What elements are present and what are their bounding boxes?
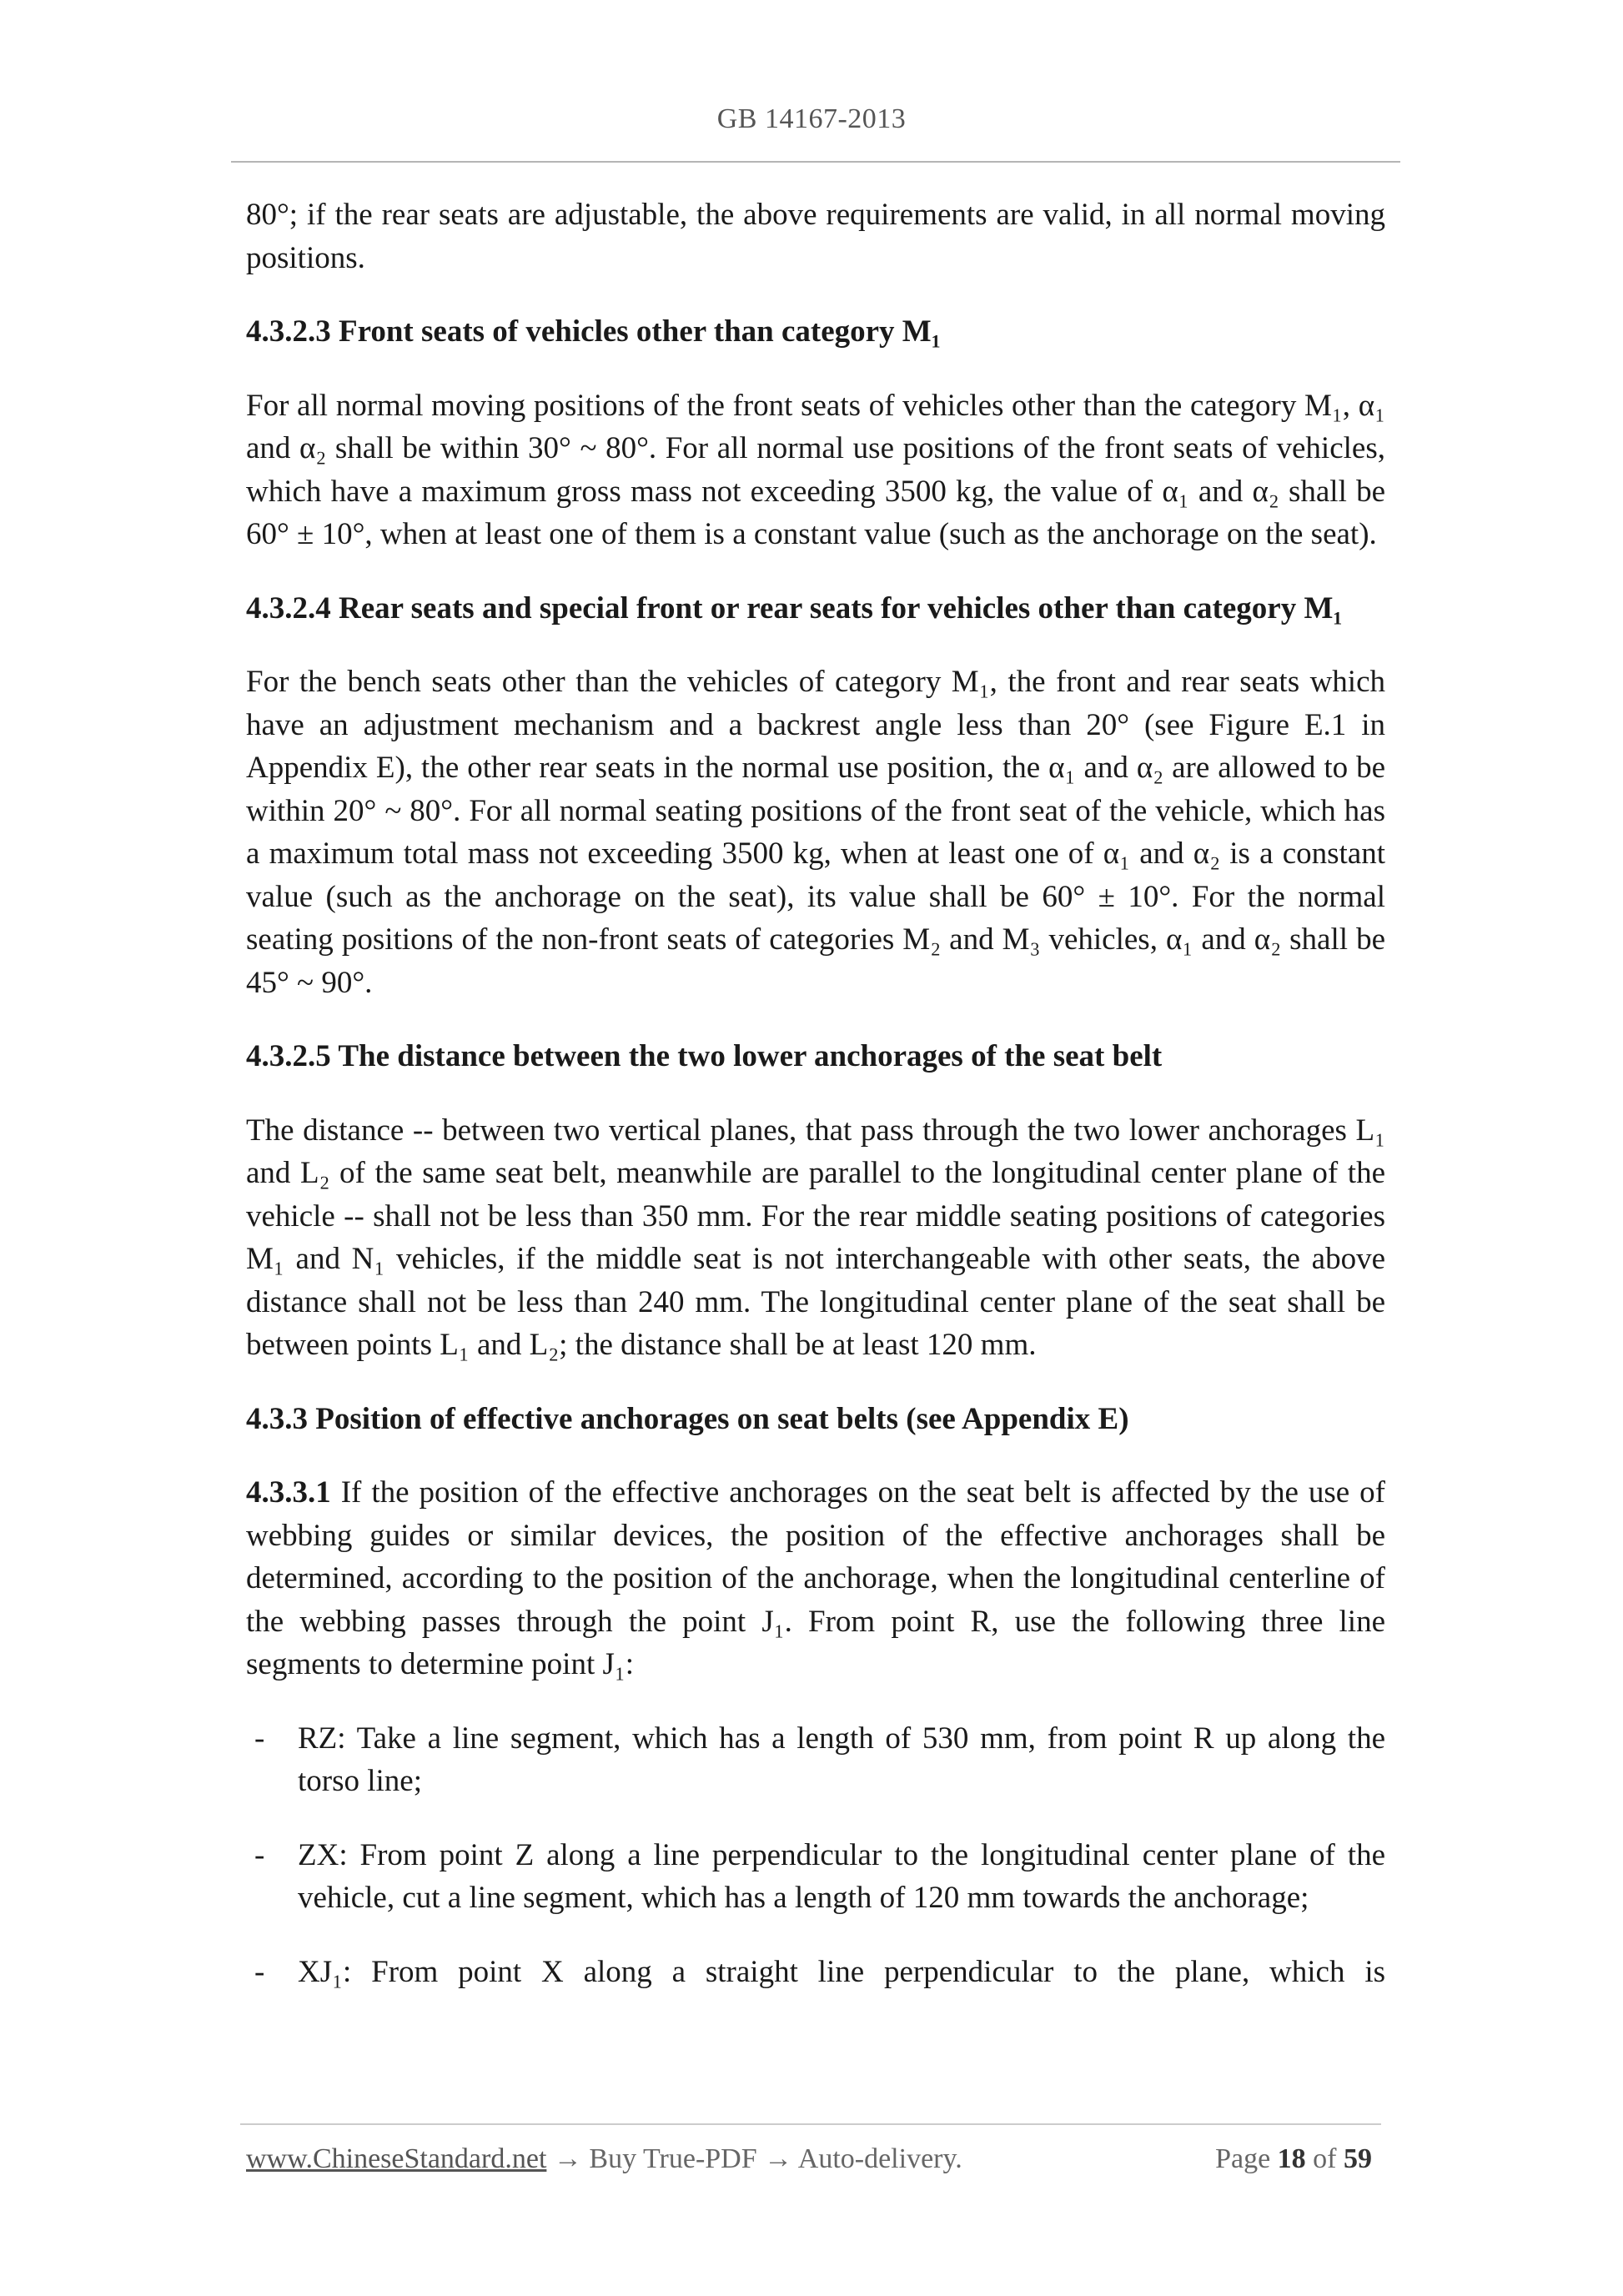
footer-site-link[interactable]: www.ChineseStandard.net xyxy=(246,2143,547,2174)
section-text-4-3-2-5: The distance -- between two vertical planes, that pass through the two lower anchorages L₁ and L₂ of the same seat belt, meanwhile are parallel to the longitudinal center plane of the vehicle -- shall not be less than 350 mm. For the rear middle seating positions of categories M₁ and N₁ vehicles, if the middle seat is not interchangeable with other seats, the above distance shall not be less than 240 mm. The longitudinal center plane of the seat shall be between points L₁ and L₂; the distance shall be at least 120 mm. xyxy=(246,1113,1385,1362)
page-header-title: GB 14167-2013 xyxy=(716,103,907,134)
intro-paragraph: 80°; if the rear seats are adjustable, the above requirements are valid, in all normal moving positions. xyxy=(246,198,1385,275)
header-divider xyxy=(231,161,1400,163)
section-text-4-3-2-3: For all normal moving positions of the front seats of vehicles other than the category M₁, α₁ and α₂ shall be within 30° ~ 80°. For all normal use positions of the front seats of vehicles, which have a maximum gross mass not exceeding 3500 kg, the value of α₁ and α₂ shall be 60° ± 10°, when at least one of them is a constant value (such as the anchorage on the seat). xyxy=(246,388,1385,551)
of-label: of xyxy=(1313,2143,1337,2174)
section-text-4-3-2-4: For the bench seats other than the vehicles of category M₁, the front and rear seats which have an adjustment mechanism and a backrest angle less than 20° (see Figure E.1 in Appendix E), the other rear seats in the normal use position, the α₁ and α₂ are allowed to be within 20° ~ 80°. For all normal seating positions of the front seat of the vehicle, which has a maximum total mass not exceeding 3500 kg, when at least one of α₁ and α₂ is a constant value (such as the anchorage on the seat), its value shall be 60° ± 10°. For the normal seating positions of the non-front seats of categories M₂ and M₃ vehicles, α₁ and α₂ shall be 45° ~ 90°. xyxy=(246,665,1385,1000)
footer-divider xyxy=(240,2123,1381,2125)
section-heading-4-3-3: 4.3.3 Position of effective anchorages on seat belts (see Appendix E) xyxy=(246,1401,1129,1436)
section-paragraph-4-3-3-1 xyxy=(246,1471,1385,1686)
document-body xyxy=(246,193,1385,2024)
footer-tagline: → Buy True-PDF → Auto-delivery. xyxy=(546,2143,962,2174)
section-heading-4-3-2-3: 4.3.2.3 Front seats of vehicles other than category M₁ xyxy=(246,314,941,349)
list-item-text: RZ: Take a line segment, which has a length of 530 mm, from point R up along the torso line; xyxy=(298,1721,1385,1798)
page-indicator xyxy=(1215,2143,1372,2175)
total-pages: 59 xyxy=(1344,2143,1372,2174)
page-number: 18 xyxy=(1277,2143,1306,2174)
list-item-text: ZX: From point Z along a line perpendicular to the longitudinal center plane of the vehicle, cut a line segment, which has a length of 120 mm towards the anchorage; xyxy=(298,1837,1385,1915)
footer-promo xyxy=(246,2143,962,2175)
list-item: - RZ: Take a line segment, which has a length of 530 mm, from point R up along the torso line; xyxy=(246,1717,1385,1803)
list-item: - XJ₁: From point X along a straight line perpendicular to the plane, which is xyxy=(246,1951,1385,1994)
list-item-text: XJ₁: From point X along a straight line perpendicular to the plane, which is xyxy=(298,1954,1385,1989)
section-heading-4-3-2-4: 4.3.2.4 Rear seats and special front or rear seats for vehicles other than category M₁ xyxy=(246,590,1343,625)
list-item: - ZX: From point Z along a line perpendicular to the longitudinal center plane of the vehicle, cut a line segment, which has a length of 120 mm towards the anchorage; xyxy=(246,1834,1385,1920)
section-heading-4-3-2-5: 4.3.2.5 The distance between the two lower anchorages of the seat belt xyxy=(246,1039,1163,1073)
clause-text-4-3-3-1: If the position of the effective anchorages on the seat belt is affected by the use of webbing guides or similar devices, the position of the effective anchorages shall be determined, according to the position of the anchorage, when the longitudinal centerline of the webbing passes through the point J₁. From point R, use the following three line segments to determine point J₁: xyxy=(246,1475,1385,1681)
page-label: Page xyxy=(1215,2143,1271,2174)
clause-ref-4-3-3-1: 4.3.3.1 xyxy=(246,1475,331,1510)
